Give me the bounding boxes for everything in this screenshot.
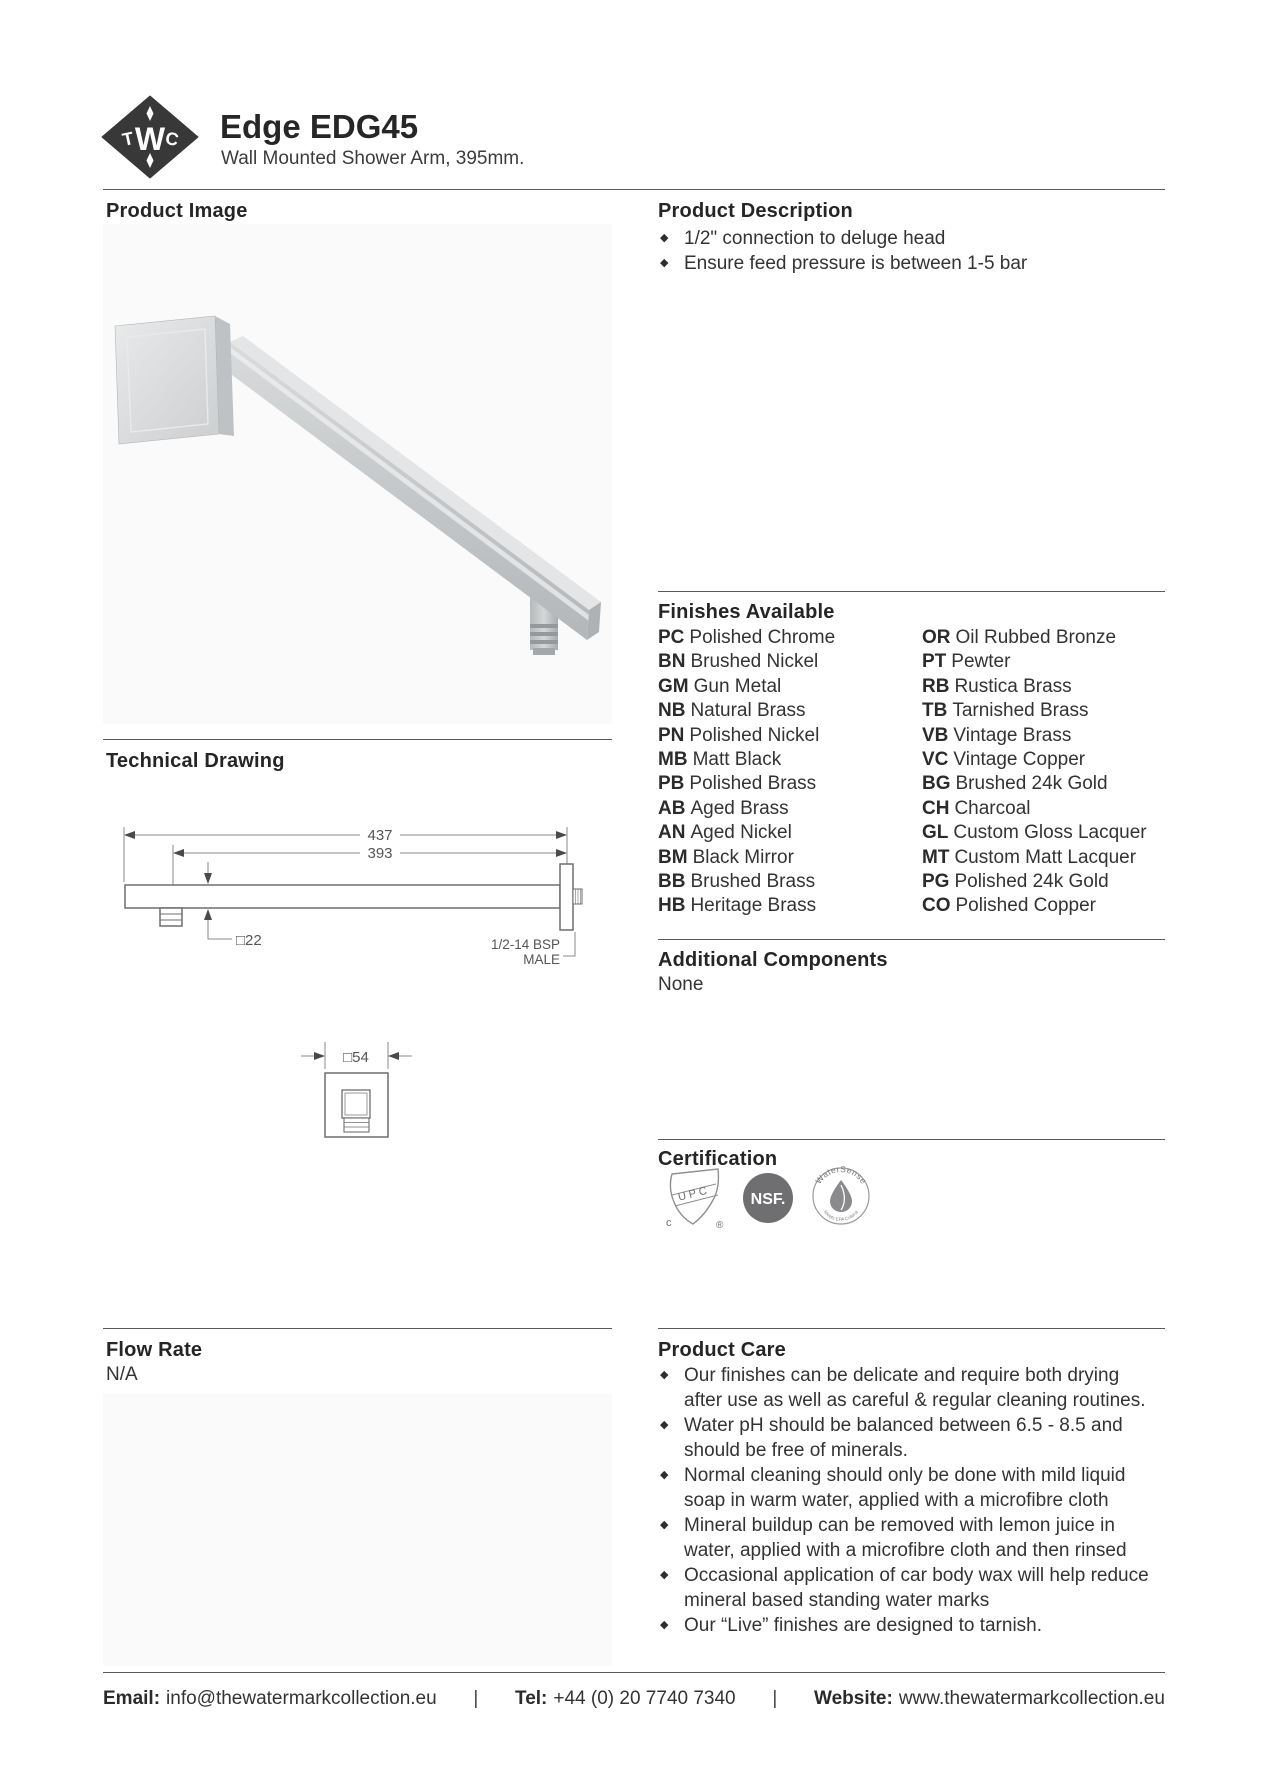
drawing-arm-side [125, 885, 560, 908]
page-subtitle: Wall Mounted Shower Arm, 395mm. [221, 148, 525, 169]
finish-item: GM Gun Metal [658, 675, 782, 697]
finish-item: AB Aged Brass [658, 797, 789, 819]
thread-label-line2: MALE [523, 952, 560, 967]
finishes-column-left [658, 626, 835, 919]
bullet-diamond-icon: ◆ [660, 1419, 669, 1431]
product-description-heading: Product Description [658, 200, 853, 222]
logo-letter-c: C [163, 127, 181, 151]
tel-label: Tel: [515, 1688, 548, 1709]
finish-item: HB Heritage Brass [658, 895, 817, 917]
list-item [658, 226, 1163, 251]
divider [658, 1139, 1165, 1140]
technical-drawing-heading: Technical Drawing [106, 750, 285, 772]
website-value: www.thewatermarkcollection.eu [898, 1688, 1165, 1709]
finish-item: PB Polished Brass [658, 773, 817, 795]
finish-item: RB Rustica Brass [922, 675, 1072, 697]
tel-value: +44 (0) 20 7740 7340 [553, 1688, 736, 1709]
care-text: Our finishes can be delicate and require both drying after use as well as careful & regular cleaning routines. [684, 1365, 1146, 1411]
divider [103, 739, 612, 740]
website-label: Website: [813, 1688, 893, 1709]
finish-item: GL Custom Gloss Lacquer [922, 822, 1147, 844]
finish-item: NB Natural Brass [658, 700, 806, 722]
technical-drawing [105, 790, 612, 1165]
finishes-column-right [922, 626, 1147, 919]
list-item [658, 1563, 1162, 1613]
list-item [658, 1513, 1162, 1563]
dim-profile-size: □22 [236, 932, 262, 949]
finish-item: MT Custom Matt Lacquer [922, 846, 1137, 868]
divider [658, 1328, 1165, 1329]
finishes-heading: Finishes Available [658, 601, 835, 623]
bullet-diamond-icon: ◆ [660, 1369, 669, 1381]
finish-item: PG Polished 24k Gold [922, 871, 1109, 893]
shower-arm-photo [103, 230, 612, 700]
finish-item: MB Matt Black [658, 749, 782, 771]
finish-item: PT Pewter [922, 651, 1011, 673]
divider [103, 189, 1165, 190]
product-image-heading: Product Image [106, 200, 248, 222]
thread-label-line1: 1/2-14 BSP [490, 937, 560, 952]
flow-rate-heading: Flow Rate [106, 1339, 203, 1361]
certification-heading: Certification [658, 1148, 778, 1170]
finish-item: BN Brushed Nickel [658, 651, 819, 673]
divider [658, 939, 1165, 940]
bullet-diamond-icon: ◆ [660, 1569, 669, 1581]
arm-highlight [230, 347, 589, 621]
flow-rate-value: N/A [106, 1364, 138, 1385]
bullet-diamond-icon: ◆ [660, 1469, 669, 1481]
finish-item: BB Brushed Brass [658, 871, 816, 893]
finish-item: PN Polished Nickel [658, 724, 820, 746]
finish-item: CO Polished Copper [922, 895, 1096, 917]
nsf-text: NSF. [750, 1191, 786, 1208]
arm-top-face [230, 336, 601, 610]
email-label: Email: [103, 1688, 161, 1709]
additional-components-value: None [658, 974, 704, 995]
email-value: info@thewatermarkcollection.eu [166, 1688, 437, 1709]
dim-plate-size: □54 [343, 1049, 369, 1066]
upc-text: UPC [676, 1184, 712, 1204]
product-image [103, 224, 612, 724]
finish-item: OR Oil Rubbed Bronze [922, 627, 1117, 648]
bullet-diamond-icon: ◆ [660, 232, 669, 244]
watersense-bottom-text: · Meets EPA Criteria · [820, 1207, 862, 1224]
nsf-logo [743, 1173, 793, 1223]
page-title: Edge EDG45 [220, 108, 419, 145]
footer-separator: | [772, 1688, 778, 1709]
finish-item: AN Aged Nickel [658, 822, 792, 844]
drawing-nozzle-front [342, 1090, 370, 1118]
finish-item: VC Vintage Copper [922, 749, 1086, 771]
logo-letter-w: W [134, 121, 166, 157]
divider [103, 1672, 1165, 1673]
watersense-top-text: WaterSense [813, 1164, 869, 1186]
finish-item: TB Tarnished Brass [922, 700, 1089, 722]
care-text: Mineral buildup can be removed with lemon juice in water, applied with a microfibre cloth and then rinsed [684, 1515, 1127, 1561]
bullet-diamond-icon: ◆ [660, 1519, 669, 1531]
description-text: 1/2" connection to deluge head [684, 228, 946, 249]
list-item [658, 1463, 1162, 1513]
finish-item: PC Polished Chrome [658, 627, 836, 648]
divider [658, 591, 1165, 592]
finish-item: BG Brushed 24k Gold [922, 773, 1108, 795]
certification-logos [664, 1164, 894, 1236]
dim-overall-length: 437 [367, 827, 393, 844]
divider [103, 1328, 612, 1329]
logo-letter-t: T [120, 128, 136, 150]
additional-components-heading: Additional Components [658, 949, 888, 971]
bullet-diamond-icon: ◆ [660, 257, 669, 269]
product-description-list [658, 226, 1163, 276]
product-care-list [658, 1363, 1162, 1638]
watersense-logo [813, 1164, 869, 1224]
drawing-flange-side [560, 864, 573, 930]
finish-item: BM Black Mirror [658, 846, 794, 868]
list-item [658, 1413, 1162, 1463]
footer-email [103, 1688, 437, 1710]
upc-logo [666, 1169, 724, 1231]
care-text: Water pH should be balanced between 6.5 - 8.5 and should be free of minerals. [684, 1415, 1123, 1461]
flow-rate-placeholder [103, 1394, 612, 1666]
bullet-diamond-icon: ◆ [660, 1619, 669, 1631]
care-text: Normal cleaning should only be done with mild liquid soap in warm water, applied with a microfibre cloth [684, 1465, 1126, 1511]
footer-tel [515, 1688, 736, 1710]
upc-r-mark: ® [716, 1220, 724, 1231]
finish-item: CH Charcoal [922, 797, 1031, 819]
footer-website [814, 1688, 1165, 1710]
list-item [658, 251, 1163, 276]
dim-arm-length: 393 [367, 845, 393, 862]
list-item [658, 1363, 1162, 1413]
drawing-nozzle-side [160, 908, 182, 926]
footer [103, 1688, 1165, 1710]
care-text: Our “Live” finishes are designed to tarnish. [684, 1615, 1043, 1636]
care-text: Occasional application of car body wax will help reduce mineral based standing water marks [684, 1565, 1149, 1611]
product-care-heading: Product Care [658, 1339, 786, 1361]
list-item [658, 1613, 1162, 1638]
twc-logo [100, 94, 200, 180]
footer-separator: | [473, 1688, 479, 1709]
upc-c-mark: c [666, 1217, 672, 1229]
description-text: Ensure feed pressure is between 1-5 bar [684, 253, 1028, 274]
finish-item: VB Vintage Brass [922, 724, 1072, 746]
